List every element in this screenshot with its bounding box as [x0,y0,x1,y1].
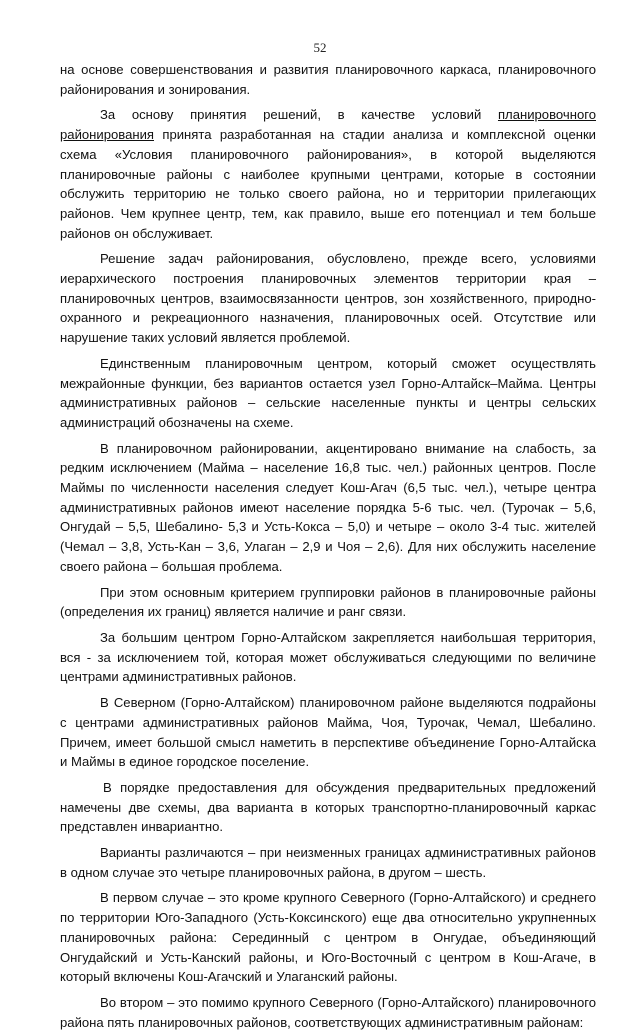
paragraph: на основе совершенствования и развития планировочного каркаса, планировочного районирования и зонирования. [60,62,596,97]
paragraph: В планировочном районировании, акцентировано внимание на слабость, за редким исключением (Майма – население 16,8 тыс. чел.) районных центров. После Маймы по численности населения следует Кош-Агач (6,5 тыс. чел.), четыре центра административных районов имеют население порядка 5-6 тыс. чел. (Турочак – 5,6, Онгудай – 5,5, Шебалино- 5,3 и Усть-Кокса – 5,0) и четыре – около 3-4 тыс. жителей (Чемал – 3,8, Усть-Кан – 3,6, Улаган – 2,9 и Чоя – 2,6). Для них обслужить население своего района – большая проблема. [60,440,596,574]
paragraph: Варианты различаются – при неизменных границах административных районов в одном случае это четыре планировочных района, в другом – шесть. [60,845,596,880]
paragraph: В первом случае – это кроме крупного Северного (Горно-Алтайского) и среднего по территории Юго-Западного (Усть-Коксинского) еще два относительно укрупненных планировочных района: Серединный с центром в Онгудае, объединяющий Онгудайский и Усть-Канский районы, и Юго-Восточный с центром в Кош-Агаче, в который включены Кош-Агачский и Улаганский районы. [60,890,596,985]
paragraph-text: За основу принятия решений, в качестве условий [100,107,498,123]
paragraph: Единственным планировочным центром, который сможет осуществлять межрайонные функции, без вариантов остается узел Горно-Алтайск–Майма. Центры административных районов – сельские населенные пункты и центры сельских администраций обозначены на схеме. [60,355,596,430]
paragraph: При этом основным критерием группировки районов в планировочные районы (определения их границ) является наличие и ранг связи. [60,584,596,620]
paragraph: В порядке предоставления для обсуждения предварительных предложений намечены две схемы, два варианта в которых транспортно-планировочный каркас представлен инвариантно. [60,779,596,835]
underlined-term: планировочного районирования [60,107,596,143]
paragraph: Решение задач районирования, обусловлено, прежде всего, условиями иерархического построения планировочных элементов территории края – планировочных центров, взаимосвязанности центров, зон хозяйственного, природно-охранного и рекреационного назначения, планировочных осей. Отсутствие или нарушение таких условий является проблемой. [60,251,596,346]
paragraph: За большим центром Горно-Алтайском закрепляется наибольшая территория, вся - за исключением той, которая может обслуживаться следующими по величине центрами административных районов. [60,629,596,685]
paragraph-text: принята разработанная на стадии анализа и комплексной оценки схема «Условия планировочного районирования», в которой выделяются планировочные районы с наиболее крупными центрами, которые в состоянии обслужить территорию не только своего района, но и территории прилегающих районов. Чем крупнее центр, тем, как правило, выше его потенциал и тем больше районов он обслуживает. [60,127,596,241]
paragraph: В Северном (Горно-Алтайском) планировочном районе выделяются подрайоны с центрами административных районов Майма, Чоя, Турочак, Чемал, Шебалино. Причем, имеет большой смысл наметить в перспективе объединение Горно-Алтайска и Маймы в единое городское поселение. [60,695,596,770]
paragraph: Во втором – это помимо крупного Северного (Горно-Алтайского) планировочного района пять планировочных районов, соответствующих административным районам: [60,994,596,1030]
document-body [60,60,596,1032]
paragraph [60,105,596,243]
page-number: 52 [313,40,327,55]
